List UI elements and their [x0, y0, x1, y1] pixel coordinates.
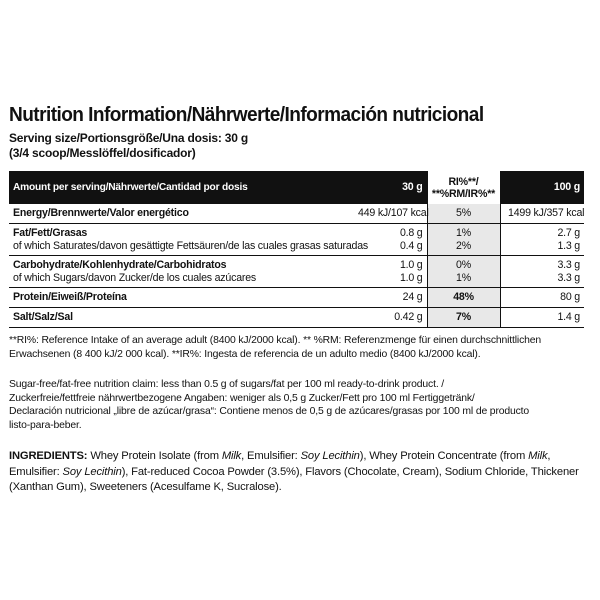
fat-30g: 0.8 g	[399, 227, 423, 239]
ingredients-label: INGREDIENTS:	[9, 450, 88, 462]
footnote-line: **RI%: Reference Intake of an average adult (8400 kJ/2000 kcal). ** %RM: Referenzmenge für einen durchschnittlichen	[9, 335, 542, 346]
claim-line: Sugar-free/fat-free nutrition claim: less than 0.5 g of sugars/fat per 100 ml ready-to-drink product. /	[9, 379, 445, 390]
claim-line: Declaración nutricional „libre de azúcar/grasa“: Contiene menos de 0,5 g de azúcares/grasas por 100 ml de producto	[9, 406, 530, 417]
sugars-ri: 1%	[456, 272, 471, 284]
row-ri: 7%	[427, 308, 500, 328]
saturates-label: of which Saturates/davon gesättigte Fettsäuren/de las cuales grasas saturadas	[13, 240, 369, 252]
row-label: Energy/Brennwerte/Valor energético	[9, 204, 354, 224]
ingredients	[9, 449, 589, 496]
fat-label: Fat/Fett/Grasas	[13, 227, 88, 239]
serving-size-line: Serving size/Portionsgröße/Una dosis: 30 g	[9, 131, 248, 145]
serving-size	[9, 131, 589, 161]
sugars-30g: 1.0 g	[399, 272, 423, 284]
saturates-ri: 2%	[456, 240, 471, 252]
row-label	[9, 256, 354, 288]
carbs-30g: 1.0 g	[399, 259, 423, 271]
nutrition-claim	[9, 378, 589, 432]
sugars-100g: 3.3 g	[557, 272, 580, 284]
allergen-soy-lecithin: Soy Lecithin	[62, 465, 122, 478]
reference-intake-footnote	[9, 334, 589, 361]
row-30g: 0.42 g	[354, 308, 427, 328]
footnote-line: Erwachsenen (8 400 kJ/2 000 kcal). **IR%: Ingesta de referencia de un adulto medio (8400 kJ/2000 kcal).	[9, 348, 481, 360]
header-100g: 100 g	[504, 171, 584, 204]
saturates-100g: 1.3 g	[557, 240, 580, 252]
carbs-label: Carbohydrate/Kohlenhydrate/Carbohidratos	[13, 259, 227, 271]
ingredients-text: , Emulsifier:	[9, 450, 551, 478]
row-100g: 1.4 g	[504, 308, 584, 328]
row-30g: 24 g	[354, 288, 427, 308]
claim-line: listo-para-beber.	[9, 419, 82, 431]
ingredients-text: , Emulsifier:	[241, 450, 301, 462]
nutrition-label	[9, 103, 589, 496]
fat-ri: 1%	[456, 227, 471, 239]
ingredients-text: Whey Protein Isolate (from	[87, 450, 222, 462]
fat-100g: 2.7 g	[557, 227, 580, 239]
table-row-energy	[9, 204, 584, 224]
table-row-protein	[9, 288, 584, 308]
claim-line: Zuckerfreie/fettfreie nährwertbezogene Angaben: weniger als 0,5 g Zucker/Fett pro 100 ml Fertiggetränk/	[9, 392, 475, 404]
header-ri-line1: RI%**/	[448, 175, 479, 188]
row-label: Salt/Salz/Sal	[9, 308, 354, 328]
allergen-milk: Milk	[221, 450, 242, 462]
table-row-salt	[9, 308, 584, 328]
row-30g	[354, 256, 427, 288]
row-label: Protein/Eiweiß/Proteína	[9, 288, 354, 308]
row-ri: 48%	[427, 288, 500, 308]
ingredients-text: ), Whey Protein Concentrate (from	[359, 450, 529, 462]
sugars-label: of which Sugars/davon Zucker/de los cuales azúcares	[13, 272, 257, 284]
header-ri-line2: **%RM/IR%**	[431, 187, 496, 200]
row-30g: 449 kJ/107 kcal	[354, 204, 427, 224]
header-ri	[427, 171, 500, 204]
allergen-milk: Milk	[528, 450, 548, 462]
table-row-carbohydrate	[9, 256, 584, 288]
header-label: Amount per serving/Nährwerte/Cantidad por dosis	[9, 171, 354, 204]
row-100g: 1499 kJ/357 kcal	[504, 204, 584, 224]
serving-scoop-line: (3/4 scoop/Messlöffel/dosificador)	[9, 146, 196, 160]
table-header-row	[9, 171, 584, 204]
header-30g: 30 g	[354, 171, 427, 204]
row-ri	[427, 224, 500, 256]
ingredients-text: ), Fat-reduced Cocoa Powder (3.5%), Flavors (Chocolate, Cream), Sodium Chloride, Thickener (Xanthan Gum), Sweeteners (Acesulfame K, Sucralose).	[9, 465, 579, 493]
row-label	[9, 224, 369, 256]
row-100g	[504, 256, 584, 288]
row-ri: 5%	[427, 204, 500, 224]
row-100g: 80 g	[504, 288, 584, 308]
table-row-fat	[9, 224, 584, 256]
nutrition-table	[9, 171, 584, 328]
page-title: Nutrition Information/Nährwerte/Información nutricional	[9, 103, 484, 126]
allergen-soy-lecithin: Soy Lecithin	[300, 450, 360, 462]
row-100g	[504, 224, 584, 256]
row-ri	[427, 256, 500, 288]
saturates-30g: 0.4 g	[399, 240, 423, 252]
carbs-100g: 3.3 g	[557, 259, 580, 271]
carbs-ri: 0%	[456, 259, 471, 271]
